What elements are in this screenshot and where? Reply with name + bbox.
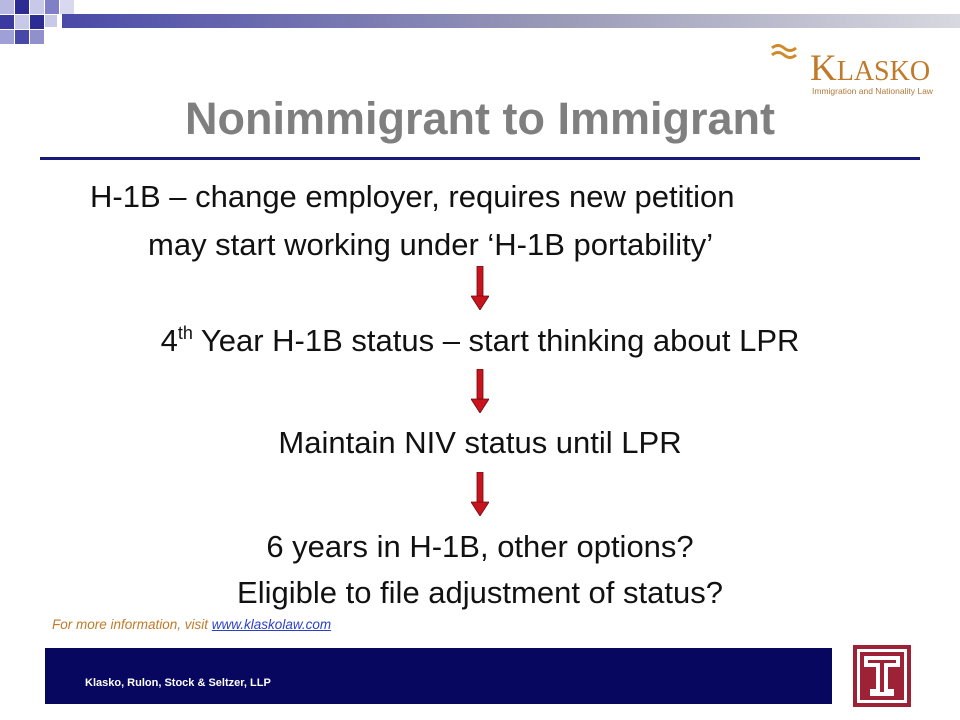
ordinal-number: 4 bbox=[160, 323, 178, 358]
slide-title: Nonimmigrant to Immigrant bbox=[184, 93, 775, 144]
footer-info-text: For more information, visit bbox=[52, 617, 212, 632]
website-link[interactable]: www.klaskolaw.com bbox=[211, 617, 332, 632]
bullet-h1b-change-employer: H-1B – change employer, requires new petition bbox=[90, 179, 735, 214]
ordinal-suffix: th bbox=[177, 323, 193, 343]
down-arrow-icon bbox=[471, 369, 489, 413]
klasko-wave-icon bbox=[770, 42, 800, 64]
bullet-fourth-year bbox=[0, 322, 960, 360]
title-underline bbox=[40, 157, 920, 160]
bullet-six-years: 6 years in H-1B, other options? bbox=[266, 529, 694, 564]
footer-info-note bbox=[52, 617, 331, 632]
bullet-maintain-niv: Maintain NIV status until LPR bbox=[278, 425, 682, 460]
firm-name: Klasko, Rulon, Stock & Seltzer, LLP bbox=[85, 677, 271, 689]
bullet-eligible-adjustment: Eligible to file adjustment of status? bbox=[237, 575, 723, 610]
down-arrow-icon bbox=[471, 266, 489, 310]
bullet-h1b-portability: may start working under ‘H-1B portability’ bbox=[148, 227, 714, 262]
temple-t-logo bbox=[853, 645, 911, 707]
down-arrow-icon bbox=[471, 472, 489, 516]
footer-bar bbox=[45, 648, 832, 704]
klasko-logo-tagline: Immigration and Nationality Law bbox=[812, 86, 933, 96]
fourth-year-text: Year H-1B status – start thinking about LPR bbox=[192, 323, 800, 358]
klasko-logo bbox=[768, 38, 946, 98]
klasko-logo-name: KLASKO bbox=[810, 48, 931, 89]
